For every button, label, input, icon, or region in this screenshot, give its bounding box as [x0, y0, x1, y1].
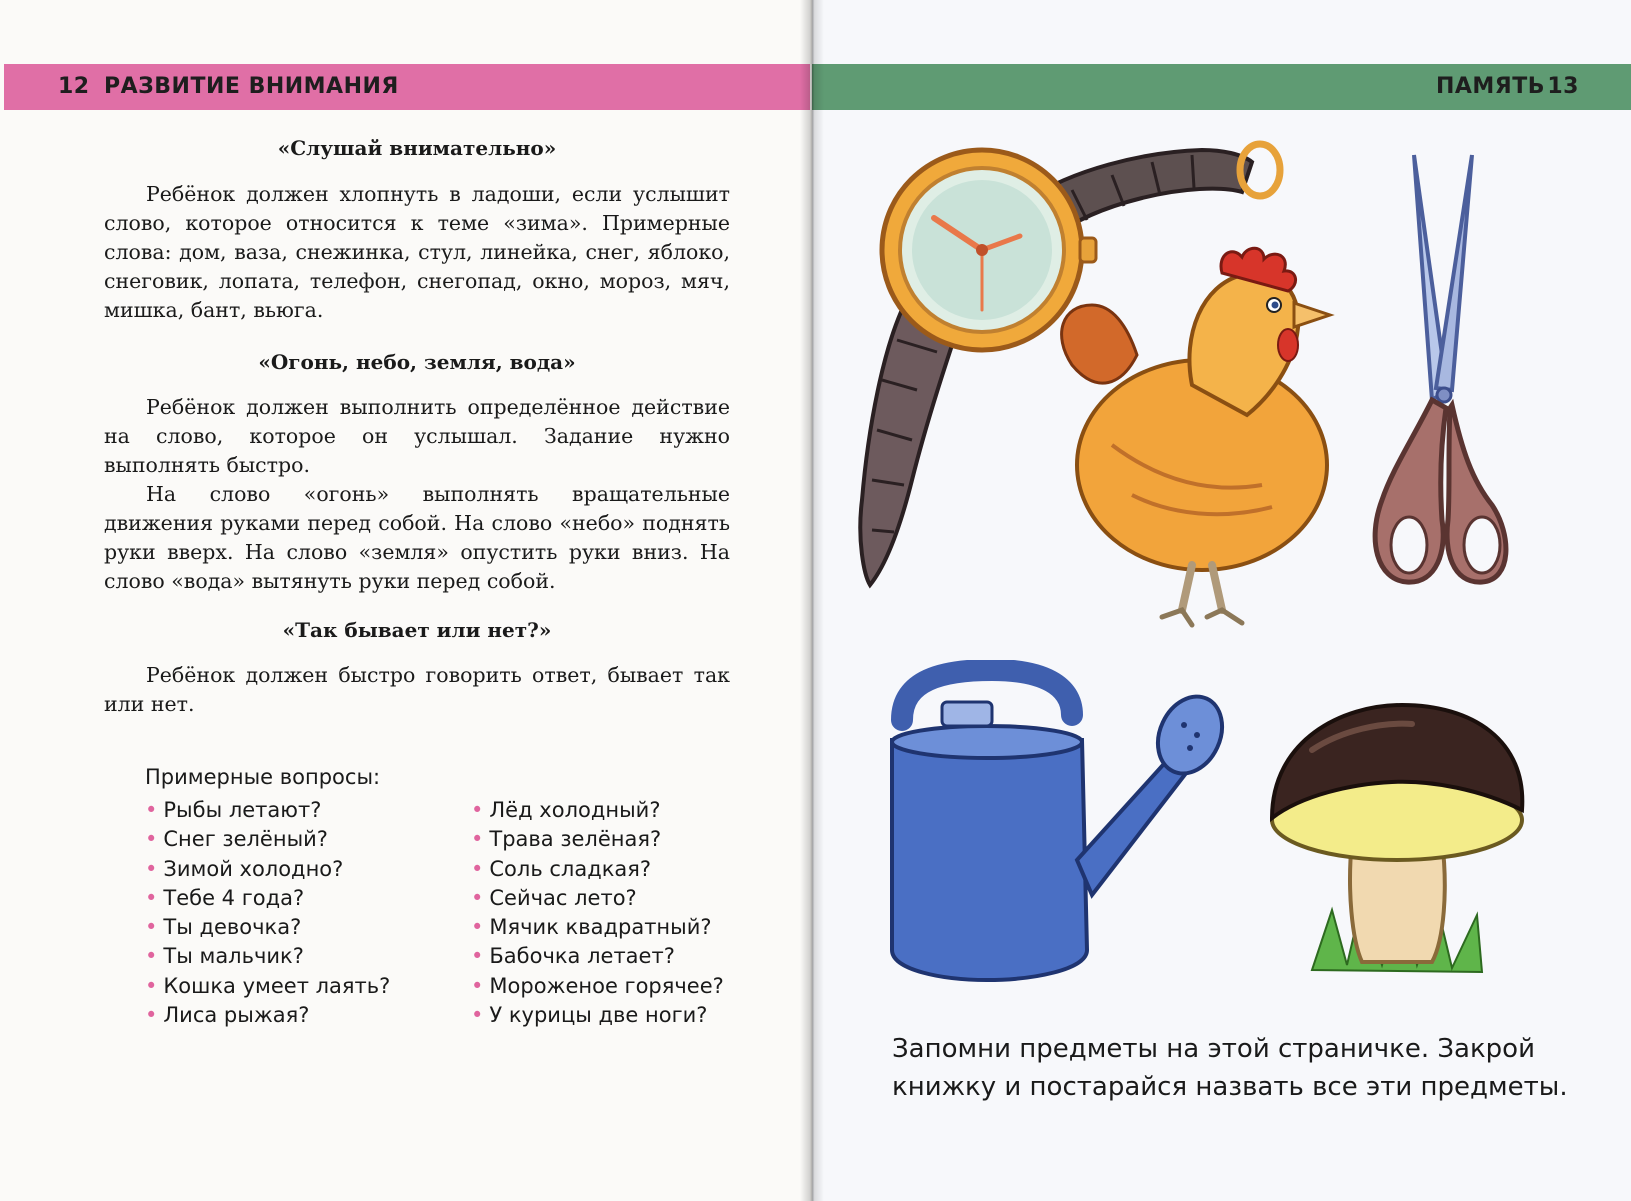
question-item: • Мячик квадратный? — [471, 915, 712, 940]
bullet-icon: • — [471, 827, 484, 852]
game-1-paragraph-1: Ребёнок должен хлопнуть в ладоши, если услышит слово, которое относится к теме «зима». Примерные слова: дом, ваза, снежинка, стул, линейка, снег, яблоко, снеговик, лопата, телефон, снегопад, окно, мороз, мяч, мишка, бант, вьюга. — [104, 182, 730, 322]
left-page — [0, 0, 810, 1201]
hen-icon — [1042, 245, 1342, 635]
bullet-icon: • — [145, 856, 158, 881]
game-3-paragraph-1: Ребёнок должен быстро говорить ответ, бывает так или нет. — [104, 663, 730, 716]
bullet-icon: • — [471, 1003, 484, 1028]
game-1-title: «Слушай внимательно» — [277, 136, 557, 160]
question-item: • Ты мальчик? — [145, 944, 304, 969]
bullet-icon: • — [145, 944, 158, 969]
question-item: • Снег зелёный? — [145, 827, 328, 852]
question-item: • Сейчас лето? — [471, 885, 637, 910]
bullet-icon: • — [471, 856, 484, 881]
right-page-number: 13 — [1547, 74, 1579, 99]
question-item: • У курицы две ноги? — [471, 1003, 708, 1028]
question-item: • Ты девочка? — [145, 915, 302, 940]
right-page-caption: Запомни предметы на этой страничке. Закрой книжку и постарайся назвать все эти предметы. — [892, 1034, 1568, 1102]
bullet-icon: • — [145, 885, 158, 910]
game-2-title: «Огонь, небо, земля, вода» — [258, 350, 576, 374]
bullet-icon: • — [471, 973, 484, 998]
question-item: • Соль сладкая? — [471, 856, 652, 881]
right-page — [812, 0, 1631, 1201]
question-item: • Тебе 4 года? — [145, 885, 305, 910]
questions-column-2 — [471, 796, 724, 1030]
question-item: • Лёд холодный? — [471, 798, 661, 822]
bullet-icon: • — [145, 1003, 158, 1028]
question-item: • Трава зелёная? — [471, 827, 662, 852]
game-3-title: «Так бывает или нет?» — [282, 618, 552, 642]
bullet-icon: • — [145, 915, 158, 940]
game-3-text — [104, 661, 730, 719]
question-item: • Зимой холодно? — [145, 856, 344, 881]
game-2-text — [104, 393, 730, 596]
right-section-title: ПАМЯТЬ — [1435, 74, 1545, 99]
watering-can-icon — [872, 660, 1232, 990]
scissors-icon — [1352, 150, 1532, 610]
mushroom-icon — [1252, 700, 1542, 990]
bullet-icon: • — [145, 973, 158, 998]
question-item: • Лиса рыжая? — [145, 1003, 310, 1028]
question-item: • Мороженое горячее? — [471, 973, 724, 998]
left-page-number: 12 — [58, 74, 90, 99]
question-item: • Рыбы летают? — [145, 798, 322, 822]
bullet-icon: • — [145, 798, 158, 822]
left-section-title: РАЗВИТИЕ ВНИМАНИЯ — [104, 74, 399, 99]
bullet-icon: • — [471, 915, 484, 940]
question-item: • Бабочка летает? — [471, 944, 675, 969]
game-2-paragraph-1: Ребёнок должен выполнить определённое действие на слово, которое он услышал. Задание нужно выполнять быстро. — [104, 395, 730, 477]
game-1-text — [104, 180, 730, 325]
game-2-paragraph-2: На слово «огонь» выполнять вращательные движения руками перед собой. На слово «небо» поднять руки вверх. На слово «земля» опустить руки вниз. На слово «вода» вытянуть руки перед собой. — [104, 482, 730, 593]
bullet-icon: • — [145, 827, 158, 852]
bullet-icon: • — [471, 944, 484, 969]
questions-heading: Примерные вопросы: — [145, 765, 381, 789]
bullet-icon: • — [471, 798, 484, 822]
book-gutter — [800, 0, 824, 1201]
question-item: • Кошка умеет лаять? — [145, 973, 391, 998]
bullet-icon: • — [471, 885, 484, 910]
questions-column-1 — [145, 796, 390, 1030]
